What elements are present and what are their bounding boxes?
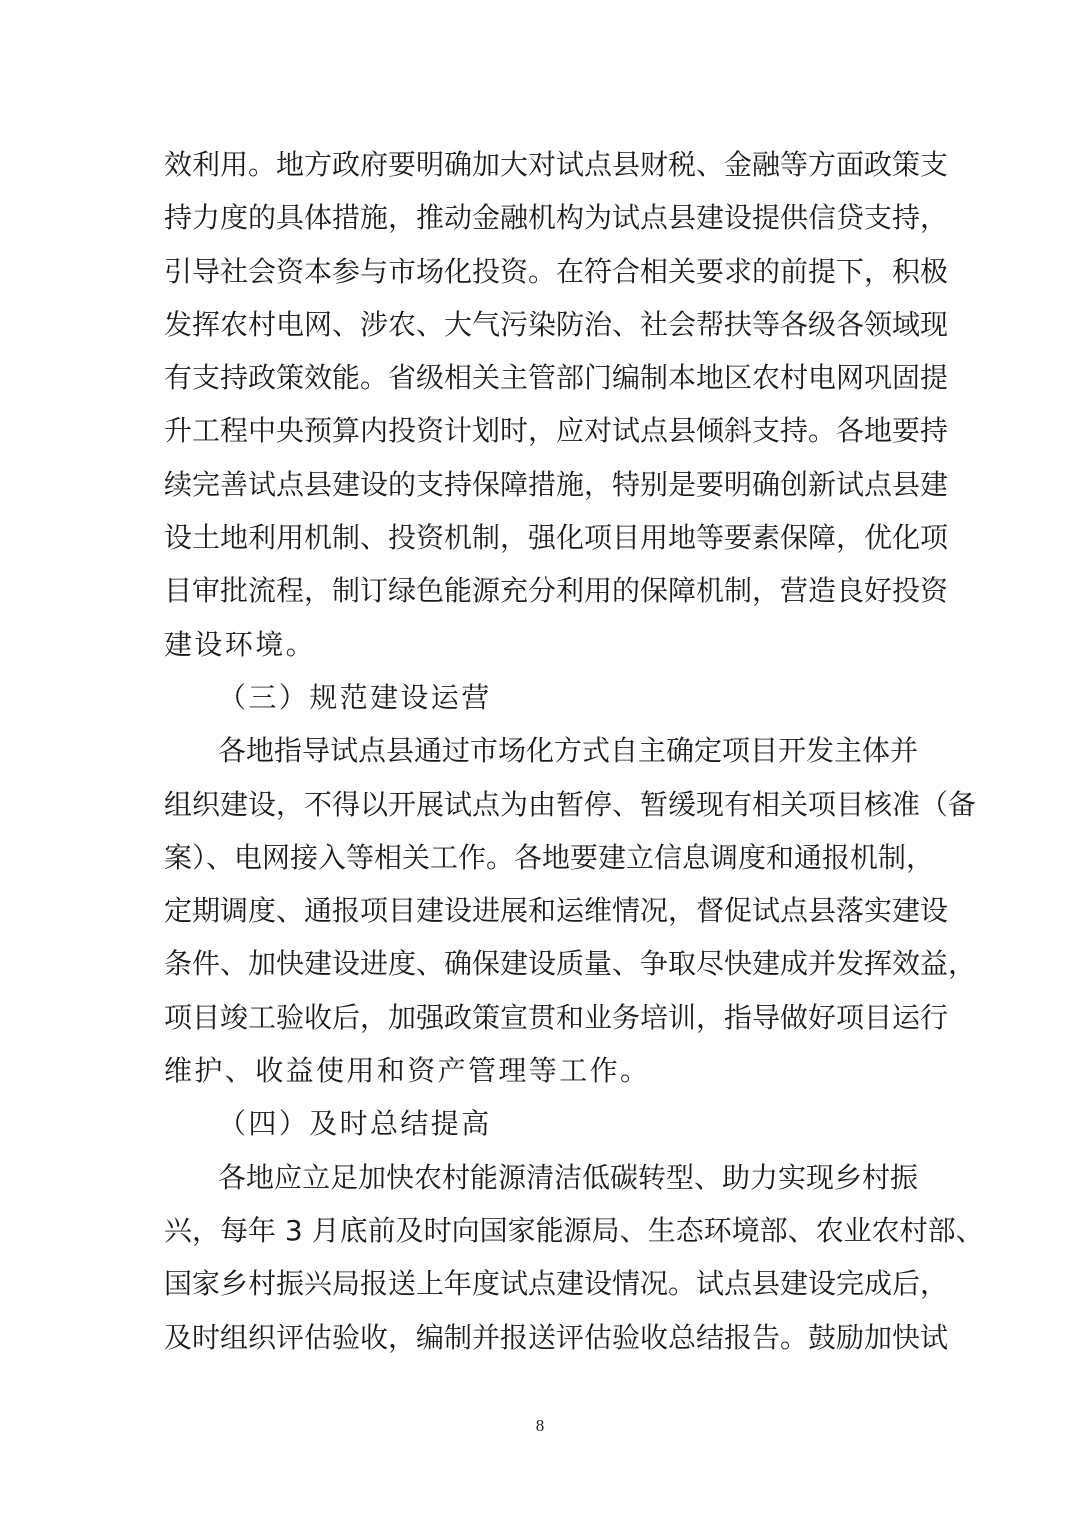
paragraph-first-line: 各地指导试点县通过市场化方式自主确定项目开发主体并 [218, 734, 919, 768]
text-line: 国家乡村振兴局报送上年度试点建设情况。试点县建设完成后， [164, 1267, 949, 1301]
text-line: 及时组织评估验收，编制并报送评估验收总结报告。鼓励加快试 [164, 1320, 949, 1354]
text-line: 持力度的具体措施，推动金融机构为试点县建设提供信贷支持， [164, 201, 949, 235]
text-line: 兴，每年 3 月底前及时向国家能源局、生态环境部、农业农村部、 [164, 1213, 984, 1247]
text-line: 引导社会资本参与市场化投资。在符合相关要求的前提下，积极 [164, 254, 949, 288]
text-line: 设土地利用机制、投资机制，强化项目用地等要素保障，优化项 [164, 521, 949, 555]
paragraph-first-line: 各地应立足加快农村能源清洁低碳转型、助力实现乡村振 [218, 1160, 919, 1194]
text-line: 组织建设，不得以开展试点为由暂停、暂缓现有相关项目核准（备 [164, 787, 977, 821]
text-line: 案）、电网接入等相关工作。各地要建立信息调度和通报机制， [164, 840, 935, 874]
section-heading-3: （三）规范建设运营 [218, 680, 492, 714]
text-line: 维护、收益使用和资产管理等工作。 [164, 1054, 651, 1088]
text-line: 目审批流程，制订绿色能源充分利用的保障机制，营造良好投资 [164, 574, 949, 608]
document-body [164, 138, 984, 1364]
text-line: 条件、加快建设进度、确保建设质量、争取尽快建成并发挥效益， [164, 947, 977, 981]
text-line: 升工程中央预算内投资计划时，应对试点县倾斜支持。各地要持 [164, 414, 949, 448]
page-number: 8 [535, 1416, 545, 1435]
section-heading-4: （四）及时总结提高 [218, 1107, 492, 1141]
text-line: 建设环境。 [164, 627, 317, 661]
text-line: 效利用。地方政府要明确加大对试点县财税、金融等方面政策支 [164, 148, 949, 181]
text-line: 有支持政策效能。省级相关主管部门编制本地区农村电网巩固提 [164, 361, 949, 395]
text-line: 发挥农村电网、涉农、大气污染防治、社会帮扶等各级各领域现 [164, 307, 949, 341]
text-line: 定期调度、通报项目建设进展和运维情况，督促试点县落实建设 [164, 894, 949, 928]
text-line: 项目竣工验收后，加强政策宣贯和业务培训，指导做好项目运行 [164, 1000, 949, 1034]
text-line: 续完善试点县建设的支持保障措施，特别是要明确创新试点县建 [164, 467, 949, 501]
